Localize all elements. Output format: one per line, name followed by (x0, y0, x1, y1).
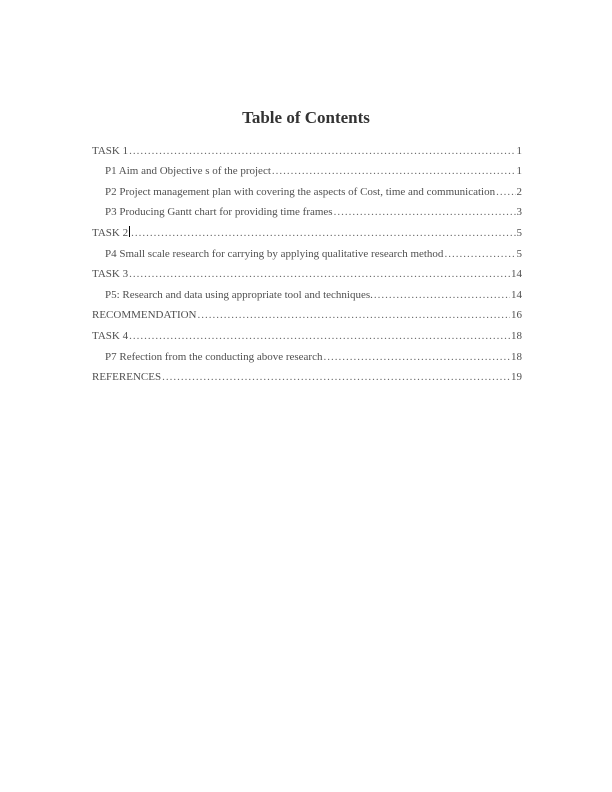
toc-entry-page: 2 (516, 185, 522, 198)
toc-entry-page: 1 (516, 165, 522, 178)
toc-entry-label: P4 Small scale research for carrying by applying qualitative research method (105, 247, 444, 260)
toc-entry-page: 1 (516, 144, 522, 157)
toc-entry-task-1[interactable] (92, 140, 522, 161)
toc-entry-label (92, 223, 130, 243)
table-of-contents (92, 140, 522, 387)
toc-entry-label-text: TASK 2 (92, 226, 129, 239)
toc-entry-recommendation[interactable] (92, 305, 522, 326)
dot-leader (129, 326, 510, 346)
dot-leader (129, 141, 515, 161)
toc-entry-p2[interactable] (92, 181, 522, 202)
toc-entry-page: 3 (516, 206, 522, 219)
toc-entry-page: 14 (511, 268, 522, 281)
toc-entry-task-3[interactable] (92, 264, 522, 285)
toc-entry-references[interactable] (92, 367, 522, 388)
dot-leader (131, 223, 515, 243)
toc-entry-task-2[interactable] (92, 222, 522, 243)
dot-leader (334, 202, 516, 222)
dot-leader (374, 285, 510, 305)
toc-entry-label: TASK 4 (92, 329, 129, 342)
dot-leader (162, 367, 510, 387)
toc-entry-page: 5 (516, 226, 522, 239)
toc-entry-page: 14 (511, 288, 522, 301)
dot-leader (496, 182, 515, 202)
dot-leader (272, 161, 516, 181)
toc-entry-label: P1 Aim and Objective s of the project (105, 165, 271, 178)
toc-entry-label: P7 Refection from the conducting above research (105, 350, 323, 363)
toc-entry-label: TASK 1 (92, 144, 129, 157)
dot-leader (129, 264, 510, 284)
toc-entry-page: 16 (511, 309, 522, 322)
toc-title: Table of Contents (242, 108, 370, 127)
toc-entry-label: P5: Research and data using appropriate tool and techniques. (105, 288, 373, 301)
toc-entry-label: P2 Project management plan with covering the aspects of Cost, time and communication (105, 185, 496, 198)
toc-entry-label: RECOMMENDATION (92, 309, 197, 322)
toc-entry-p5[interactable] (92, 284, 522, 305)
toc-entry-p3[interactable] (92, 202, 522, 223)
toc-entry-label: REFERENCES (92, 371, 162, 384)
toc-entry-page: 18 (511, 329, 522, 342)
dot-leader (323, 347, 510, 367)
toc-entry-p4[interactable] (92, 243, 522, 264)
text-cursor (129, 226, 130, 237)
toc-entry-label: TASK 3 (92, 268, 129, 281)
toc-entry-page: 19 (511, 371, 522, 384)
toc-entry-p7[interactable] (92, 346, 522, 367)
dot-leader (198, 305, 511, 325)
dot-leader (444, 244, 515, 264)
toc-entry-label: P3 Producing Gantt chart for providing time frames (105, 206, 333, 219)
toc-entry-page: 18 (511, 350, 522, 363)
toc-entry-p1[interactable] (92, 161, 522, 182)
toc-entry-task-4[interactable] (92, 325, 522, 346)
toc-entry-page: 5 (516, 247, 522, 260)
